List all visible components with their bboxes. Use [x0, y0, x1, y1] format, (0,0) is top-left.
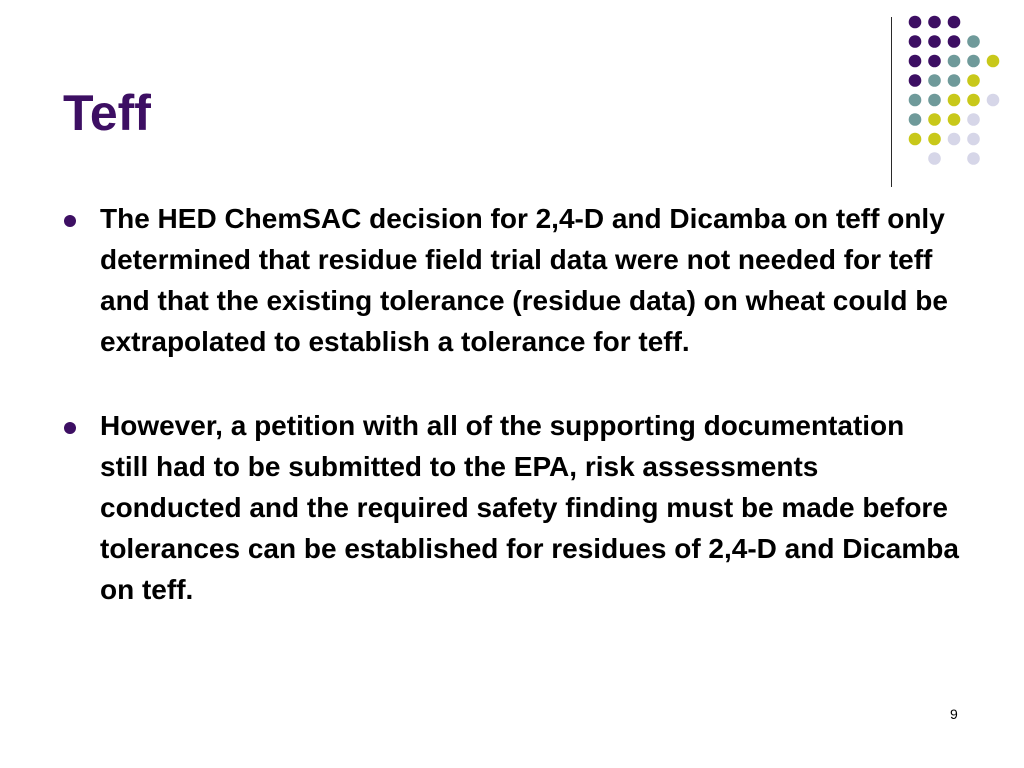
- decorative-dot: [909, 16, 922, 29]
- decorative-dot: [909, 35, 922, 48]
- decorative-dot: [909, 74, 922, 87]
- bullet-text-2: However, a petition with all of the supporting documentation still had to be submitted to the EPA, risk assessments conducted and the required safety finding must be made before tolerances can be established for residues of 2,4-D and Dicamba on teff.: [100, 410, 959, 605]
- title-divider-line: [891, 17, 892, 187]
- decorative-dot: [928, 35, 941, 48]
- decorative-dot: [928, 152, 941, 165]
- decorative-dot: [987, 55, 1000, 68]
- decorative-dot: [928, 16, 941, 29]
- decorative-dot: [967, 152, 980, 165]
- decorative-dot: [967, 113, 980, 126]
- slide-title: Teff: [63, 85, 151, 141]
- decorative-dot: [987, 94, 1000, 107]
- bullet-marker: [64, 422, 76, 434]
- decorative-dot: [967, 133, 980, 146]
- decorative-dot: [967, 74, 980, 87]
- bullet-text-1: The HED ChemSAC decision for 2,4-D and Dicamba on teff only determined that residue field trial data were not needed for teff and that the existing tolerance (residue data) on wheat could be extrapolated to establish a tolerance for teff.: [100, 203, 948, 357]
- decorative-dot: [928, 55, 941, 68]
- decorative-dot: [909, 94, 922, 107]
- decorative-dot-grid: [905, 12, 1005, 172]
- decorative-dot: [928, 74, 941, 87]
- decorative-dot: [948, 133, 961, 146]
- decorative-dot: [948, 113, 961, 126]
- decorative-dot: [928, 113, 941, 126]
- decorative-dot: [967, 55, 980, 68]
- decorative-dot: [928, 94, 941, 107]
- slide-body: [60, 198, 960, 653]
- decorative-dot: [909, 55, 922, 68]
- page-number: 9: [950, 706, 958, 722]
- decorative-dot: [948, 74, 961, 87]
- decorative-dot: [948, 35, 961, 48]
- decorative-dot: [948, 94, 961, 107]
- decorative-dot: [948, 55, 961, 68]
- bullet-item-2: [60, 405, 960, 610]
- decorative-dot: [928, 133, 941, 146]
- bullet-item-1: [60, 198, 960, 362]
- decorative-dot: [948, 16, 961, 29]
- decorative-dot: [909, 133, 922, 146]
- decorative-dot: [909, 113, 922, 126]
- bullet-marker: [64, 215, 76, 227]
- decorative-dot: [967, 94, 980, 107]
- decorative-dot: [967, 35, 980, 48]
